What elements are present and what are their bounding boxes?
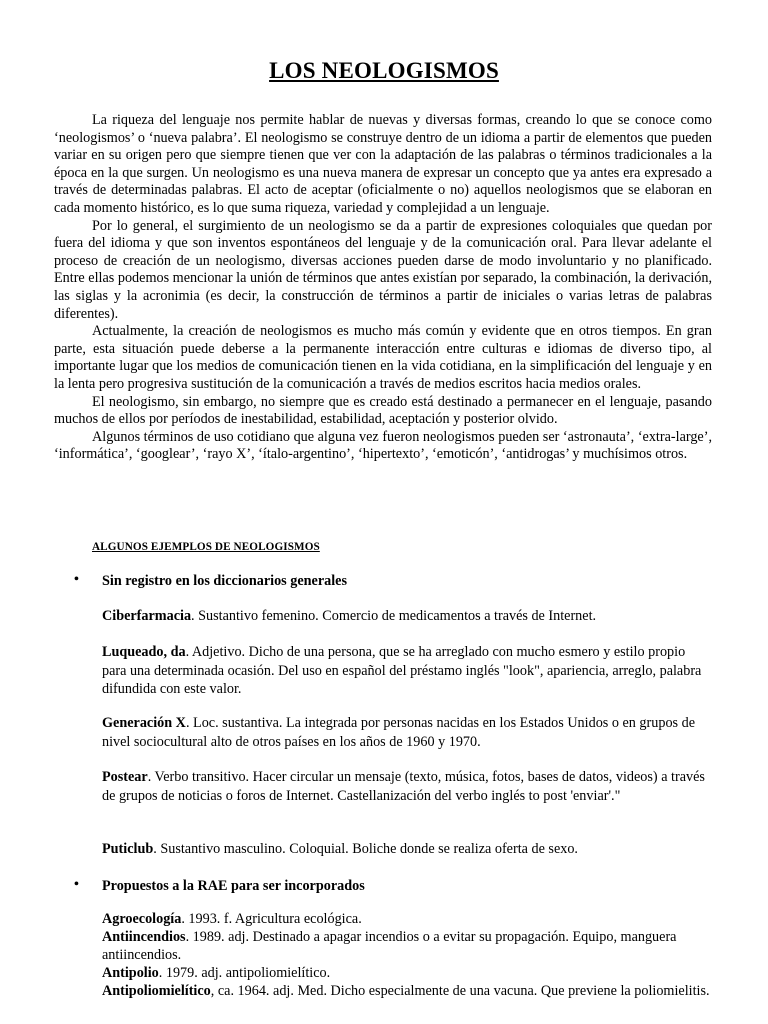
definition-entry [102,768,712,805]
definition-entry [102,607,712,626]
intro-text [54,112,712,464]
definition-entry [102,840,712,859]
entry-term: Postear [102,769,148,785]
entry-term: Ciberfarmacia [102,608,192,624]
definition-entry [102,643,712,699]
bullet-icon: • [74,877,79,892]
entry-term: Luqueado, da [102,644,186,660]
examples-heading: ALGUNOS EJEMPLOS DE NEOLOGISMOS [92,541,320,553]
section-title: Propuestos a la RAE para ser incorporados [102,878,365,894]
entry-term: Antipolio [102,965,159,981]
entry-text: . Sustantivo femenino. Comercio de medicamentos a través de Internet. [191,608,597,624]
entry-text: , ca. 1964. adj. Med. Dicho especialmente de una vacuna. Que previene la poliomielitis. [210,983,710,999]
rae-entries-list [102,910,712,1000]
entry-text: . 1979. adj. antipoliomielítico. [158,965,331,981]
entry-term: Agroecología [102,911,182,927]
list-item [102,910,712,928]
entry-text: . 1989. adj. Destinado a apagar incendios o a evitar su propagación. Equipo, manguera antiincendios. [102,929,677,963]
entry-text: . Sustantivo masculino. Coloquial. Boliche donde se realiza oferta de sexo. [153,841,578,857]
entry-term: Antiincendios [102,929,186,945]
bullet-icon: • [74,572,79,587]
entry-text: . Adjetivo. Dicho de una persona, que se ha arreglado con mucho esmero y estilo propio para una determinada ocasión. Del uso en español del préstamo inglés "look", apariencia, arreglo, palabra difundida con este valor. [102,644,702,697]
paragraph: Por lo general, el surgimiento de un neologismo se da a partir de expresiones coloquiales que quedan por fuera del idioma y que son inventos espontáneos del lenguaje y de la comunicación oral. Para llevar adelante el proceso de creación de un neologismo, diversas acciones pueden darse de modo involuntario y no planificado. Entre ellas podemos mencionar la unión de términos que antes existían por separado, la combinación, la derivación, las siglas y la acronimia (es decir, la construcción de términos a partir de iniciales o varias letras de palabras diferentes). [54,217,712,322]
list-item [102,964,712,982]
paragraph: La riqueza del lenguaje nos permite hablar de nuevas y diversas formas, creando lo que se conoce como ‘neologismos’ o ‘nueva palabra’. El neologismo se construye dentro de un idioma a partir de elementos que pueden variar en su origen pero que siempre tienen que ver con la adaptación de las palabras o términos tradicionales a la época en la que surgen. Un neologismo es una nueva manera de expresar un concepto que ya antes era expresado a través de determinadas palabras. El acto de aceptar (oficialmente o no) aquellos neologismos que se elaboran en cada momento histórico, es lo que suma riqueza, variedad y complejidad a un lenguaje. [54,112,712,216]
list-item [102,928,712,964]
entry-text: . Verbo transitivo. Hacer circular un mensaje (texto, música, fotos, bases de datos, videos) a través de grupos de noticias o foros de Internet. Castellanización del verbo inglés to post 'enviar'." [102,769,705,804]
page-title: LOS NEOLOGISMOS [269,58,499,83]
list-item [102,982,712,1000]
paragraph: Actualmente, la creación de neologismos es mucho más común y evidente que en otros tiempos. En gran parte, esta situación puede deberse a la permanente interacción entre culturas e idiomas de diverso tipo, al importante lugar que los medios de comunicación tienen en la vida cotidiana, en la simplificación del lenguaje y en la lenta pero progresiva sustitución de la comunicación a través de medios escritos hacia medios orales. [54,323,712,392]
definition-entry [102,714,712,751]
paragraph: El neologismo, sin embargo, no siempre que es creado está destinado a permanecer en el lenguaje, pasando muchos de ellos por períodos de inestabilidad, estabilidad, aceptación y posterior olvido. [54,393,712,428]
entry-term: Antipoliomielítico [102,983,211,999]
entry-term: Generación X [102,715,186,731]
section-title: Sin registro en los diccionarios generales [102,573,347,589]
entry-text: . 1993. f. Agricultura ecológica. [181,911,362,927]
paragraph: Algunos términos de uso cotidiano que alguna vez fueron neologismos pueden ser ‘astronauta’, ‘extra-large’, ‘informática’, ‘googlear’, ‘rayo X’, ‘ítalo-argentino’, ‘hipertexto’, ‘emoticón’, ‘antidrogas’ y muchísimos otros. [54,428,712,463]
entry-term: Puticlub [102,841,154,857]
entry-text: . Loc. sustantiva. La integrada por personas nacidas en los Estados Unidos o en grupos de nivel sociocultural alto de otros países en los años de 1960 y 1970. [102,715,695,750]
